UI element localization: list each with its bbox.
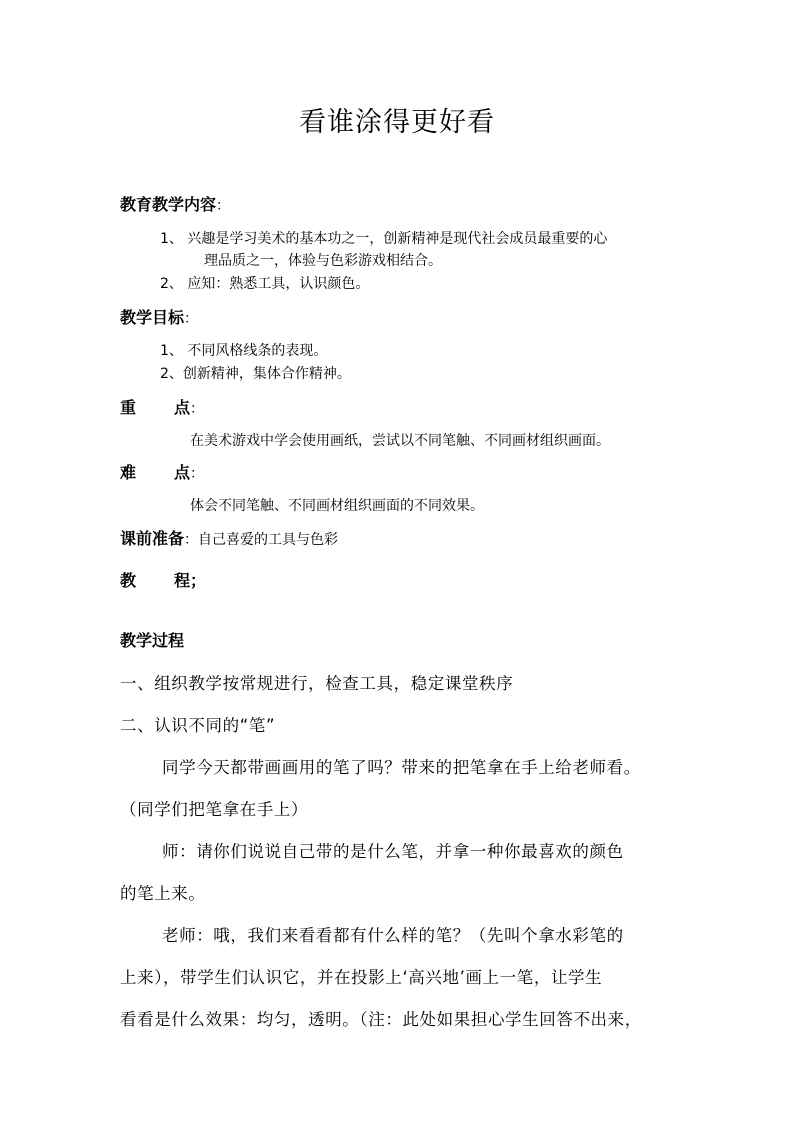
difficulty-text: 体会不同笔触、不同画材组织画面的不同效果。 xyxy=(190,498,484,514)
process-line-4: （同学们把笔拿在手上） xyxy=(120,800,309,819)
process-line-2: 二、认识不同的“笔” xyxy=(120,716,276,735)
content-heading: 教育教学内容： xyxy=(120,195,231,214)
goals-item-2: 2、创新精神，集体合作精神。 xyxy=(160,366,351,382)
content-item-1: 1、 兴趣是学习美术的基本功之一，创新精神是现代社会成员最重要的心 xyxy=(160,231,608,247)
content-item-1-continued: 理品质之一，体验与色彩游戏相结合。 xyxy=(204,253,442,269)
difficulty-heading: 难 点： xyxy=(120,463,205,482)
document-title: 看谁涂得更好看 xyxy=(299,107,495,138)
process-line-1: 一、组织教学按常规进行，检查工具，稳定课堂秩序 xyxy=(120,674,514,693)
process-line-8: 上来），带学生们认识它，并在投影上‘高兴地’画上一笔，让学生 xyxy=(120,968,603,987)
process-heading: 教学过程 xyxy=(120,631,185,650)
key-point-heading: 重 点： xyxy=(120,398,205,417)
process-line-3: 同学今天都带画画用的笔了吗？带来的把笔拿在手上给老师看。 xyxy=(162,758,641,777)
process-line-5: 师：请你们说说自己带的是什么笔，并拿一种你最喜欢的颜色 xyxy=(162,842,624,861)
content-item-2: 2、 应知：熟悉工具，认识颜色。 xyxy=(160,276,370,292)
process-line-6: 的笔上来。 xyxy=(120,884,206,903)
process-line-7: 老师：哦，我们来看看都有什么样的笔？（先叫个拿水彩笔的 xyxy=(162,926,624,945)
prep-heading: 课前准备：自己喜爱的工具与色彩 xyxy=(120,529,339,548)
key-point-text: 在美术游戏中学会使用画纸，尝试以不同笔触、不同画材组织画面。 xyxy=(190,433,610,449)
process-label: 教 程； xyxy=(120,571,207,590)
process-line-9: 看看是什么效果：均匀，透明。（注：此处如果担心学生回答不出来， xyxy=(120,1010,642,1029)
goals-heading: 教学目标： xyxy=(120,308,199,327)
goals-item-1: 1、 不同风格线条的表现。 xyxy=(160,343,328,359)
